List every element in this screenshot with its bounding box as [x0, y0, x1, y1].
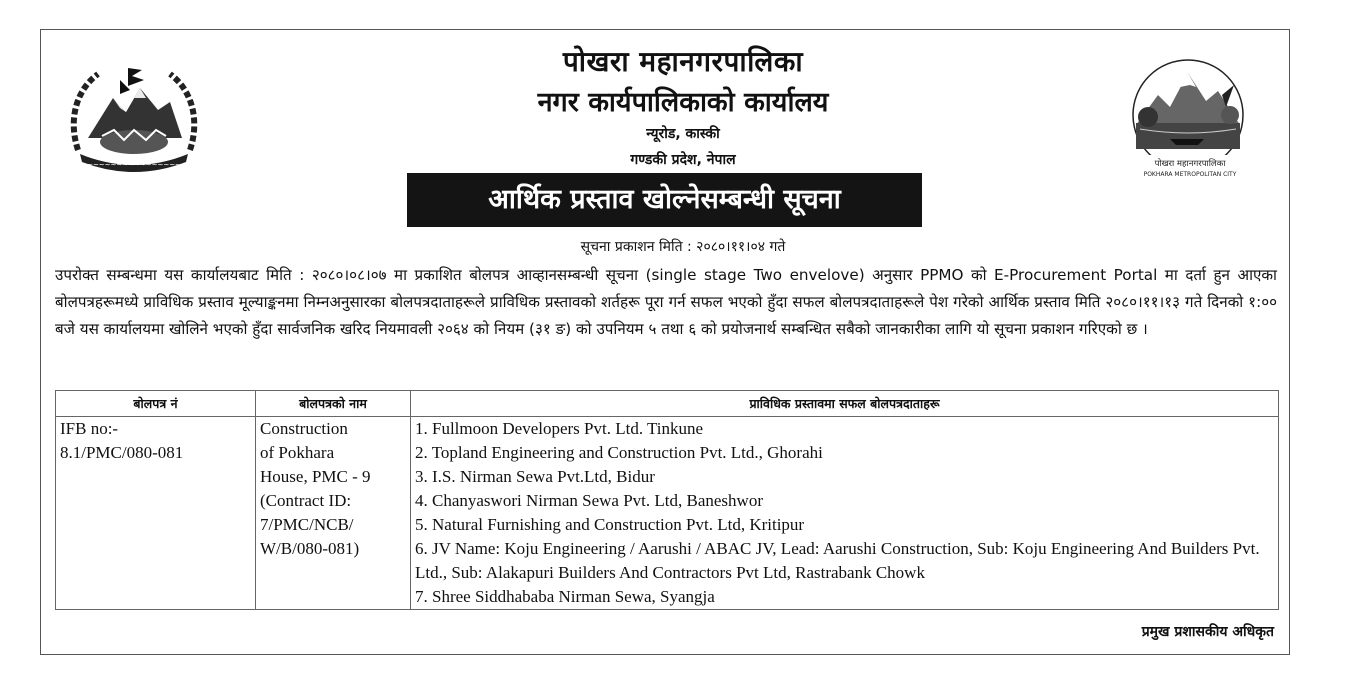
bid-name-cell [256, 417, 411, 610]
address-line-1: न्यूरोड, कास्की [646, 126, 720, 142]
bid-name-line: of Pokhara [260, 443, 335, 462]
address-line-2: गण्डकी प्रदेश, नेपाल [630, 152, 736, 168]
col-header-name: बोलपत्रको नाम [256, 391, 411, 417]
bid-name-line: Construction [260, 419, 348, 438]
bidder-list [415, 417, 1274, 609]
table-header-row [56, 391, 1279, 417]
svg-text:~~~~~~~~~~~~~~~~~~~~: ~~~~~~~~~~~~~~~~~~~~ [75, 161, 193, 169]
notice-title: आर्थिक प्रस्ताव खोल्नेसम्बन्धी सूचना [407, 173, 922, 227]
col-header-bidders: प्राविधिक प्रस्तावमा सफल बोलपत्रदाताहरू [411, 391, 1279, 417]
ifb-number: 8.1/PMC/080-081 [60, 443, 184, 462]
bid-name-line: 7/PMC/NCB/ [260, 515, 354, 534]
ifb-cell [56, 417, 256, 610]
signature-title: प्रमुख प्रशासकीय अधिकृत [1141, 624, 1274, 640]
notice-body: उपरोक्त सम्बन्धमा यस कार्यालयबाट मिति : २०८०।०८।०७ मा प्रकाशित बोलपत्र आव्हानसम्बन्धी सूचना (single stage Two envelove) अनुसार PPMO को E-Procurement Portal मा दर्ता हुन आएका बोलपत्रहरूमध्ये प्राविधिक प्रस्ताव मूल्याङ्कनमा निम्नअनुसारका बोलपत्रदाताहरूले प्राविधिक प्रस्तावको शर्तहरू पूरा गर्न सफल भएको हुँदा सफल बोलपत्रदाताहरूले पेश गरेको आर्थिक प्रस्ताव मिति २०८०।११।१३ गते दिनको १:०० बजे यस कार्यालयमा खोलिने भएको हुँदा सार्वजनिक खरिद नियमावली २०६४ को नियम (३१ ङ) को उपनियम ५ तथा ६ को प्रयोजनार्थ सम्बन्धित सबैको जानकारीका लागि यो सूचना प्रकाशन गरिएको छ । [55, 266, 1277, 338]
office-subtitle: नगर कार्यपालिकाको कार्यालय [537, 87, 829, 118]
list-item: 3. I.S. Nirman Sewa Pvt.Ltd, Bidur [415, 467, 655, 486]
bidders-table [55, 390, 1279, 610]
bid-name-line: (Contract ID: [260, 491, 352, 510]
list-item: 7. Shree Siddhababa Nirman Sewa, Syangja [415, 587, 715, 606]
list-item: 1. Fullmoon Developers Pvt. Ltd. Tinkune [415, 419, 704, 438]
list-item: 6. JV Name: Koju Engineering / Aarushi / ABAC JV, Lead: Aarushi Construction, Sub: Koju Engineering And Builders Pvt. Ltd., Sub: Alakapuri Builders And Contractors Pvt Ltd, Rastrabank Chowk [415, 539, 1260, 582]
logo-name-np: पोखरा महानगरपालिका [1154, 159, 1226, 169]
col-header-ifb: बोलपत्र नं [56, 391, 256, 417]
publish-date: सूचना प्रकाशन मिति : २०८०।११।०४ गते [580, 239, 786, 255]
list-item: 4. Chanyaswori Nirman Sewa Pvt. Ltd, Baneshwor [415, 491, 763, 510]
logo-name-en: POKHARA METROPOLITAN CITY [1143, 171, 1237, 178]
list-item: 2. Topland Engineering and Construction Pvt. Ltd., Ghorahi [415, 443, 823, 462]
ifb-label: IFB no:- [60, 419, 119, 438]
bid-name-line: W/B/080-081) [260, 539, 360, 558]
list-item: 5. Natural Furnishing and Construction Pvt. Ltd, Kritipur [415, 515, 805, 534]
bid-name-line: House, PMC - 9 [260, 467, 371, 486]
office-name: पोखरा महानगरपालिका [562, 45, 804, 78]
bidders-cell [411, 417, 1279, 610]
table-row [56, 417, 1279, 610]
